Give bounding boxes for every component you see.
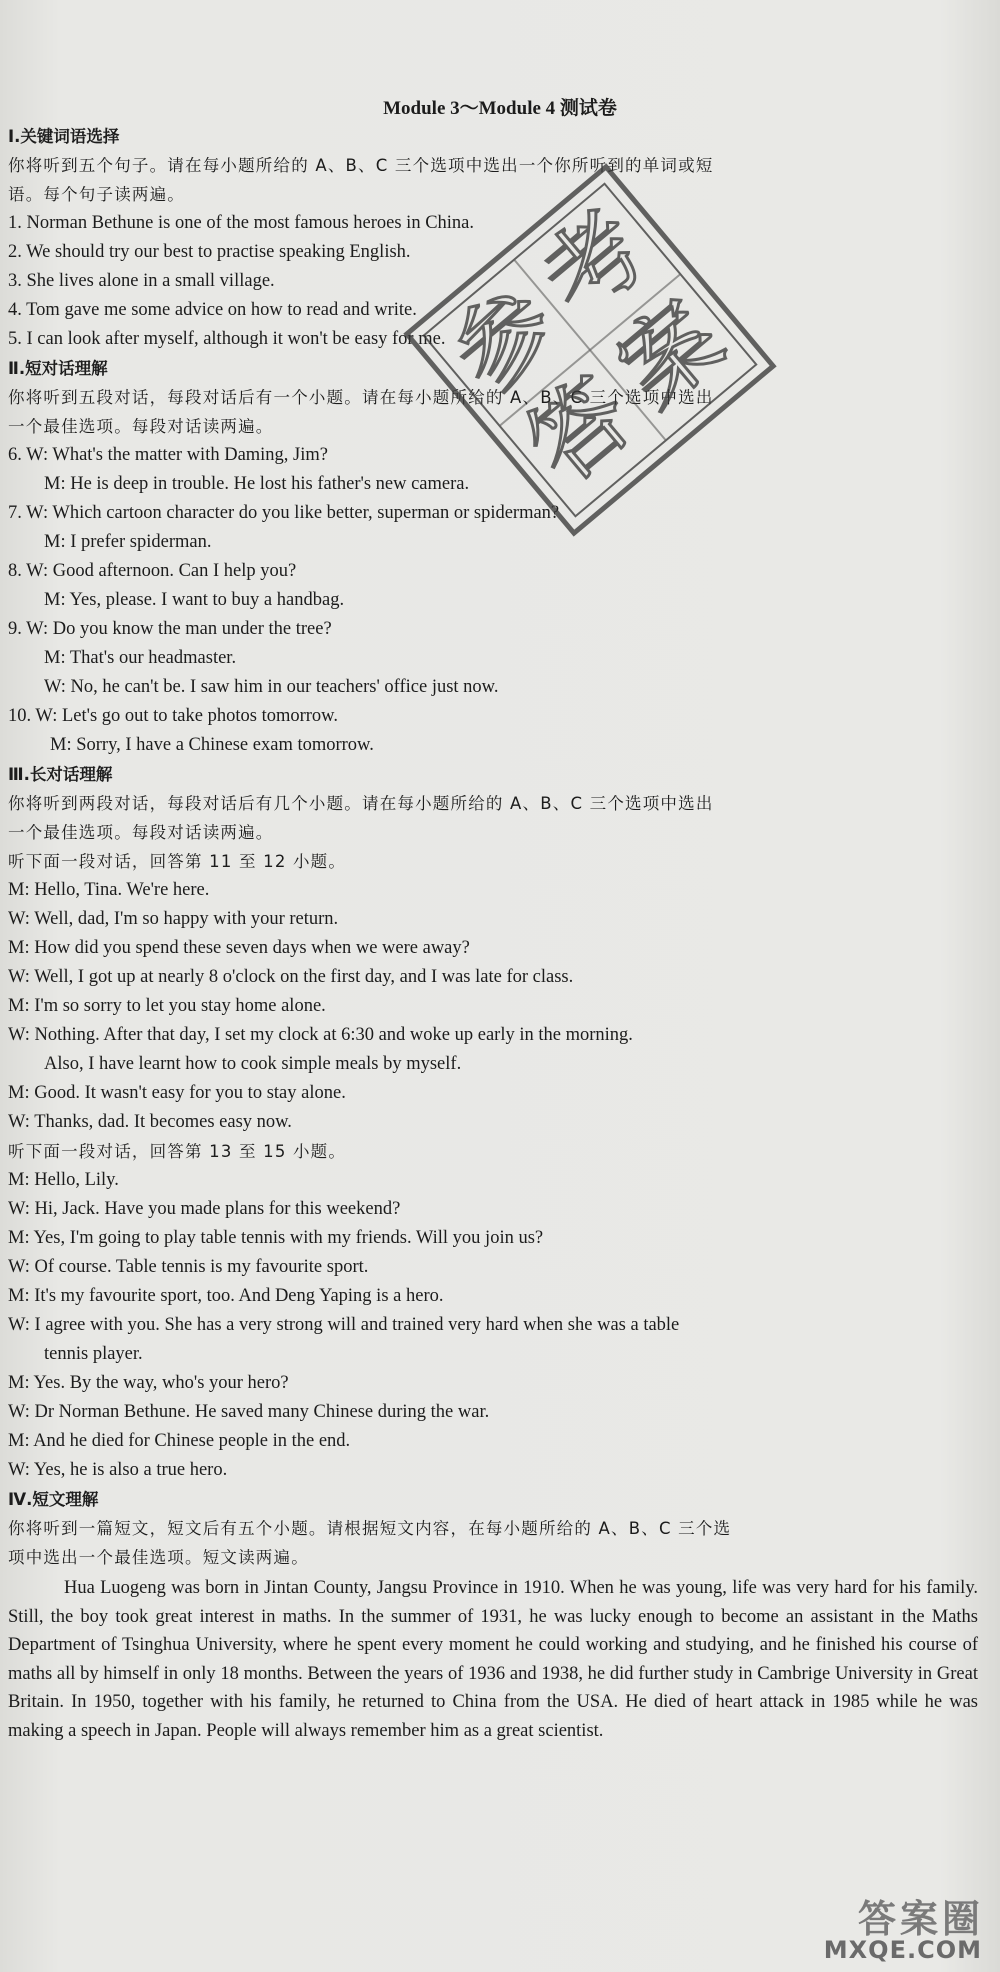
dialogue-line: M: He is deep in trouble. He lost his father's new camera. bbox=[44, 474, 470, 494]
sentence-item: 2. We should try our best to practise speaking English. bbox=[8, 242, 411, 262]
section-4-instruction-1: 你将听到一篇短文，短文后有五个小题。请根据短文内容，在每小题所给的 A、B、C 三个选 bbox=[8, 1519, 732, 1538]
dialogue-line: M: Hello, Lily. bbox=[8, 1170, 119, 1190]
sentence-item: 4. Tom gave me some advice on how to read and write. bbox=[8, 300, 417, 320]
dialogue-line: Also, I have learnt how to cook simple meals by myself. bbox=[44, 1054, 462, 1074]
dialogue-line: M: I prefer spiderman. bbox=[44, 532, 212, 552]
dialogue-line: W: Nothing. After that day, I set my clock at 6:30 and woke up early in the morning. bbox=[8, 1025, 633, 1045]
svg-text:答: 答 bbox=[507, 356, 653, 504]
dialogue-line: W: Yes, he is also a true hero. bbox=[8, 1460, 228, 1480]
dialogue-line: W: No, he can't be. I saw him in our teachers' office just now. bbox=[44, 677, 499, 697]
dialogue-line: M: How did you spend these seven days when we were away? bbox=[8, 938, 470, 958]
section-4-heading: Ⅳ.短文理解 bbox=[8, 1490, 99, 1509]
dialogue-line: 9. W: Do you know the man under the tree? bbox=[8, 619, 332, 639]
dialogue-line: 7. W: Which cartoon character do you like better, superman or spiderman? bbox=[8, 503, 560, 523]
section-1-heading: Ⅰ.关键词语选择 bbox=[8, 127, 120, 146]
dialogue-line: W: Thanks, dad. It becomes easy now. bbox=[8, 1112, 292, 1132]
watermark-url-text: MXQE.COM bbox=[823, 1936, 982, 1964]
dialogue-line: M: Yes, I'm going to play table tennis with my friends. Will you join us? bbox=[8, 1228, 544, 1248]
dialogue-line: M: Yes. By the way, who's your hero? bbox=[8, 1373, 289, 1393]
dialogue-line: W: Well, dad, I'm so happy with your return. bbox=[8, 909, 339, 929]
sentence-item: 5. I can look after myself, although it won't be easy for me. bbox=[8, 329, 446, 349]
dialogue-line: 6. W: What's the matter with Daming, Jim? bbox=[8, 445, 329, 465]
dialogue-line: M: Sorry, I have a Chinese exam tomorrow. bbox=[50, 735, 374, 755]
dialogue-line: W: Well, I got up at nearly 8 o'clock on the first day, and I was late for class. bbox=[8, 967, 574, 987]
dialogue-line: M: That's our headmaster. bbox=[44, 648, 237, 668]
section-1-instruction-2: 语。每个句子读两遍。 bbox=[8, 185, 185, 204]
section-2-heading: Ⅱ.短对话理解 bbox=[8, 359, 108, 378]
svg-text:考: 考 bbox=[521, 190, 668, 338]
dialogue-line: M: Yes, please. I want to buy a handbag. bbox=[44, 590, 345, 610]
dialogue-line: M: Hello, Tina. We're here. bbox=[8, 880, 210, 900]
dialogue-line: 10. W: Let's go out to take photos tomorrow. bbox=[8, 706, 338, 726]
section-3-instruction-1: 你将听到两段对话，每段对话后有几个小题。请在每小题所给的 A、B、C 三个选项中选出 bbox=[8, 794, 714, 813]
dialogue-line: W: Of course. Table tennis is my favourite sport. bbox=[8, 1257, 369, 1277]
dialogue-line: tennis player. bbox=[44, 1344, 143, 1364]
dialogue-line: M: Good. It wasn't easy for you to stay alone. bbox=[8, 1083, 346, 1103]
sentence-item: 3. She lives alone in a small village. bbox=[8, 271, 275, 291]
dialogue-line: 8. W: Good afternoon. Can I help you? bbox=[8, 561, 297, 581]
svg-text:案: 案 bbox=[597, 280, 744, 428]
dialogue-line: W: I agree with you. She has a very strong will and trained very hard when she was a table bbox=[8, 1315, 680, 1335]
section-2-instruction-2: 一个最佳选项。每段对话读两遍。 bbox=[8, 417, 274, 436]
section-3-heading: Ⅲ.长对话理解 bbox=[8, 765, 113, 784]
site-watermark-logo bbox=[770, 1888, 990, 1964]
svg-text:参: 参 bbox=[431, 265, 578, 414]
dialogue-line: W: Hi, Jack. Have you made plans for this weekend? bbox=[8, 1199, 401, 1219]
dialogue-line: M: It's my favourite sport, too. And Deng Yaping is a hero. bbox=[8, 1286, 444, 1306]
passage-text: Hua Luogeng was born in Jintan County, Jangsu Province in 1910. When he was young, life was very hard for his family. Still, the boy took great interest in maths. In the summer of 1931, he was lucky enough to become an assistant in the Maths Department of Tsinghua University, where he spent every moment he could working and studying, and he finished his course of maths all by himself in only 18 months. Between the years of 1936 and 1938, he did further study in Cambrige University in Great Britain. In 1950, together with his family, he returned to China from the USA. He died of heart attack in 1985 while he was making a speech in Japan. People will always remember him as a great scientist. bbox=[8, 1578, 978, 1741]
dialogue-line: M: I'm so sorry to let you stay home alone. bbox=[8, 996, 326, 1016]
watermark-top-text: 答案圈 bbox=[857, 1897, 984, 1941]
sentence-item: 1. Norman Bethune is one of the most famous heroes in China. bbox=[8, 213, 475, 233]
page-title: Module 3～Module 4 测试卷 bbox=[383, 98, 617, 119]
section-4-instruction-2: 项中选出一个最佳选项。短文读两遍。 bbox=[8, 1548, 309, 1567]
section-1-instruction-1: 你将听到五个句子。请在每小题所给的 A、B、C 三个选项中选出一个你所听到的单词或短 bbox=[8, 156, 714, 175]
worksheet-content bbox=[8, 96, 988, 1745]
dialogue-line: W: Dr Norman Bethune. He saved many Chinese during the war. bbox=[8, 1402, 490, 1422]
section-2-instruction-1: 你将听到五段对话，每段对话后有一个小题。请在每小题所给的 A、B、C 三个选项中选出 bbox=[8, 388, 714, 407]
section-3-instruction-2: 一个最佳选项。每段对话读两遍。 bbox=[8, 823, 274, 842]
dialogue-line: M: And he died for Chinese people in the end. bbox=[8, 1431, 351, 1451]
dialogue-1-intro: 听下面一段对话，回答第 11 至 12 小题。 bbox=[8, 852, 347, 871]
dialogue-2-intro: 听下面一段对话，回答第 13 至 15 小题。 bbox=[8, 1142, 347, 1161]
